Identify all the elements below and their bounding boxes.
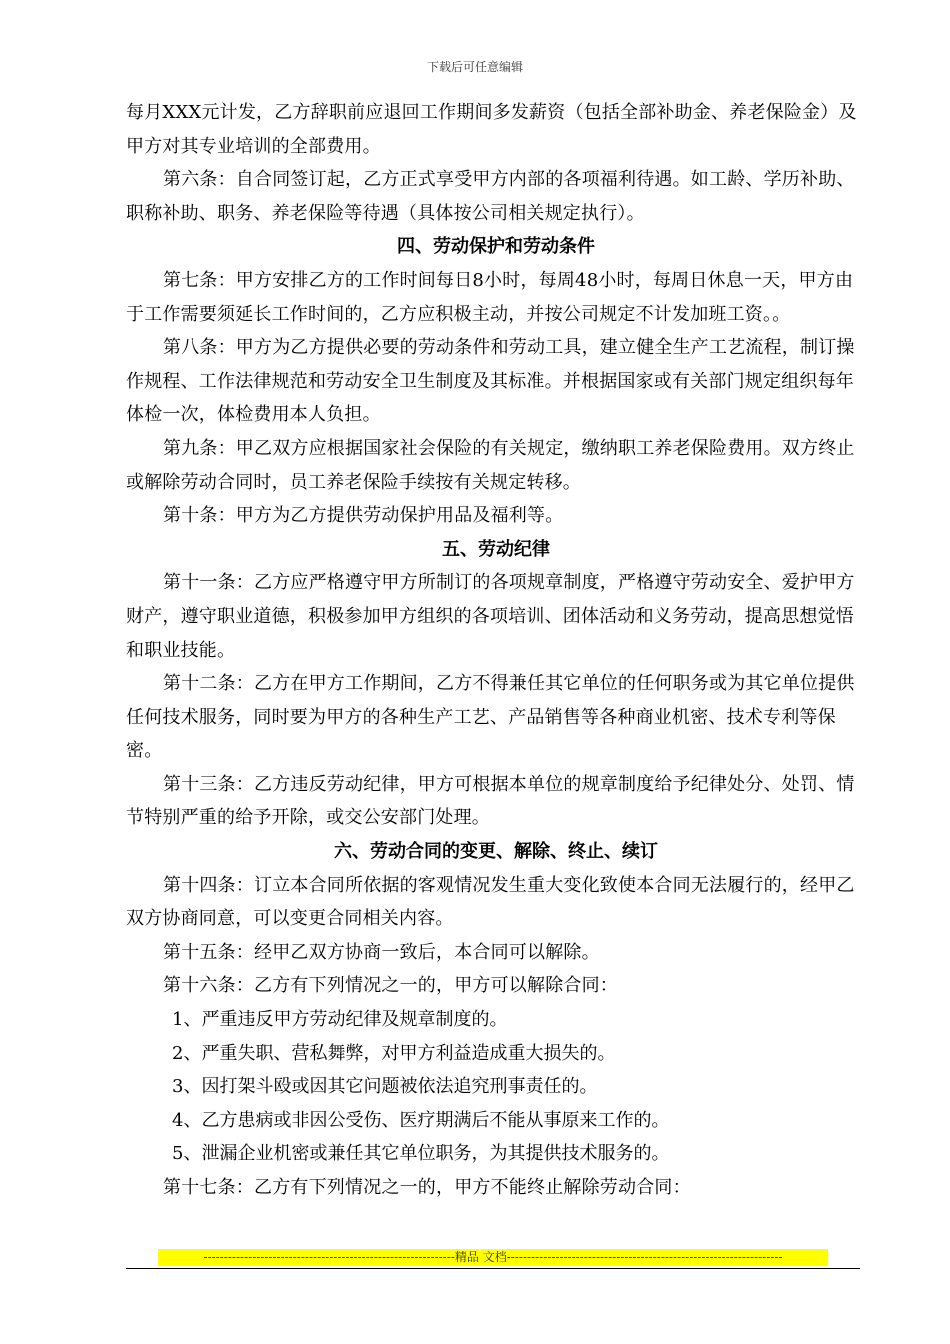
article-14: 第十四条：订立本合同所依据的客观情况发生重大变化致使本合同无法履行的，经甲乙双方协商同意，可以变更合同相关内容。 bbox=[126, 874, 855, 930]
article-12: 第十二条：乙方在甲方工作期间，乙方不得兼任其它单位的任何职务或为其它单位提供任何技术服务，同时要为甲方的各种生产工艺、产品销售等各种商业机密、技术专利等保密。 bbox=[126, 673, 855, 762]
list-item: 3、因打架斗殴或因其它问题被依法追究刑事责任的。 bbox=[172, 1076, 598, 1098]
list-item: 2、严重失职、营私舞弊，对甲方利益造成重大损失的。 bbox=[172, 1042, 616, 1064]
article-7: 第七条：甲方安排乙方的工作时间每日8小时，每周48小时，每周日休息一天，甲方由于工作需要须延长工作时间的，乙方应积极主动，并按公司规定不计发加班工资。。 bbox=[126, 269, 854, 325]
section-heading-6: 六、劳动合同的变更、解除、终止、续订 bbox=[334, 841, 658, 863]
list-item: 1、严重违反甲方劳动纪律及规章制度的。 bbox=[172, 1009, 508, 1031]
article-17: 第十七条：乙方有下列情况之一的，甲方不能终止解除劳动合同： bbox=[163, 1177, 691, 1198]
article-13: 第十三条：乙方违反劳动纪律，甲方可根据本单位的规章制度给予纪律处分、处罚、情节特别严重的给予开除，或交公安部门处理。 bbox=[126, 773, 855, 829]
article-10: 第十条：甲方为乙方提供劳动保护用品及福利等。 bbox=[163, 505, 564, 527]
document-body bbox=[126, 96, 866, 1205]
article-6: 第六条：自合同签订起，乙方正式享受甲方内部的各项福利待遇。如工龄、学历补助、职称补助、职务、养老保险等待遇（具体按公司相关规定执行）。 bbox=[126, 169, 855, 224]
article-9: 第九条：甲乙双方应根据国家社会保险的有关规定，缴纳职工养老保险费用。双方终止或解除劳动合同时，员工养老保险手续按有关规定转移。 bbox=[126, 437, 855, 493]
section-heading-5: 五、劳动纪律 bbox=[442, 538, 550, 560]
paragraph-continuation: 每月XXX元计发，乙方辞职前应退回工作期间多发薪资（包括全部补助金、养老保险金）及甲方对其专业培训的全部费用。 bbox=[126, 102, 857, 157]
article-16: 第十六条：乙方有下列情况之一的，甲方可以解除合同： bbox=[163, 975, 618, 997]
section-heading-4: 四、劳动保护和劳动条件 bbox=[397, 236, 595, 258]
list-item: 5、泄漏企业机密或兼任其它单位职务，为其提供技术服务的。 bbox=[172, 1143, 670, 1165]
footer-divider bbox=[126, 1268, 860, 1269]
article-11: 第十一条：乙方应严格遵守甲方所制订的各项规章制度，严格遵守劳动安全、爱护甲方财产，遵守职业道德，积极参加甲方组织的各项培训、团体活动和义务劳动，提高思想觉悟和职业技能。 bbox=[126, 572, 855, 661]
list-item: 4、乙方患病或非因公受伤、医疗期满后不能从事原来工作的。 bbox=[172, 1109, 670, 1131]
page-header: 下载后可任意编辑 bbox=[426, 60, 523, 74]
article-15: 第十五条：经甲乙双方协商一致后，本合同可以解除。 bbox=[163, 941, 600, 963]
footer-watermark: --------------------------------------------------------------精品 文档-------------------------------------------------------------------- bbox=[158, 1249, 828, 1266]
article-8: 第八条：甲方为乙方提供必要的劳动条件和劳动工具，建立健全生产工艺流程，制订操作规程、工作法律规范和劳动安全卫生制度及其标准。并根据国家或有关部门规定组织每年体检一次，体检费用本人负担。 bbox=[126, 337, 855, 426]
